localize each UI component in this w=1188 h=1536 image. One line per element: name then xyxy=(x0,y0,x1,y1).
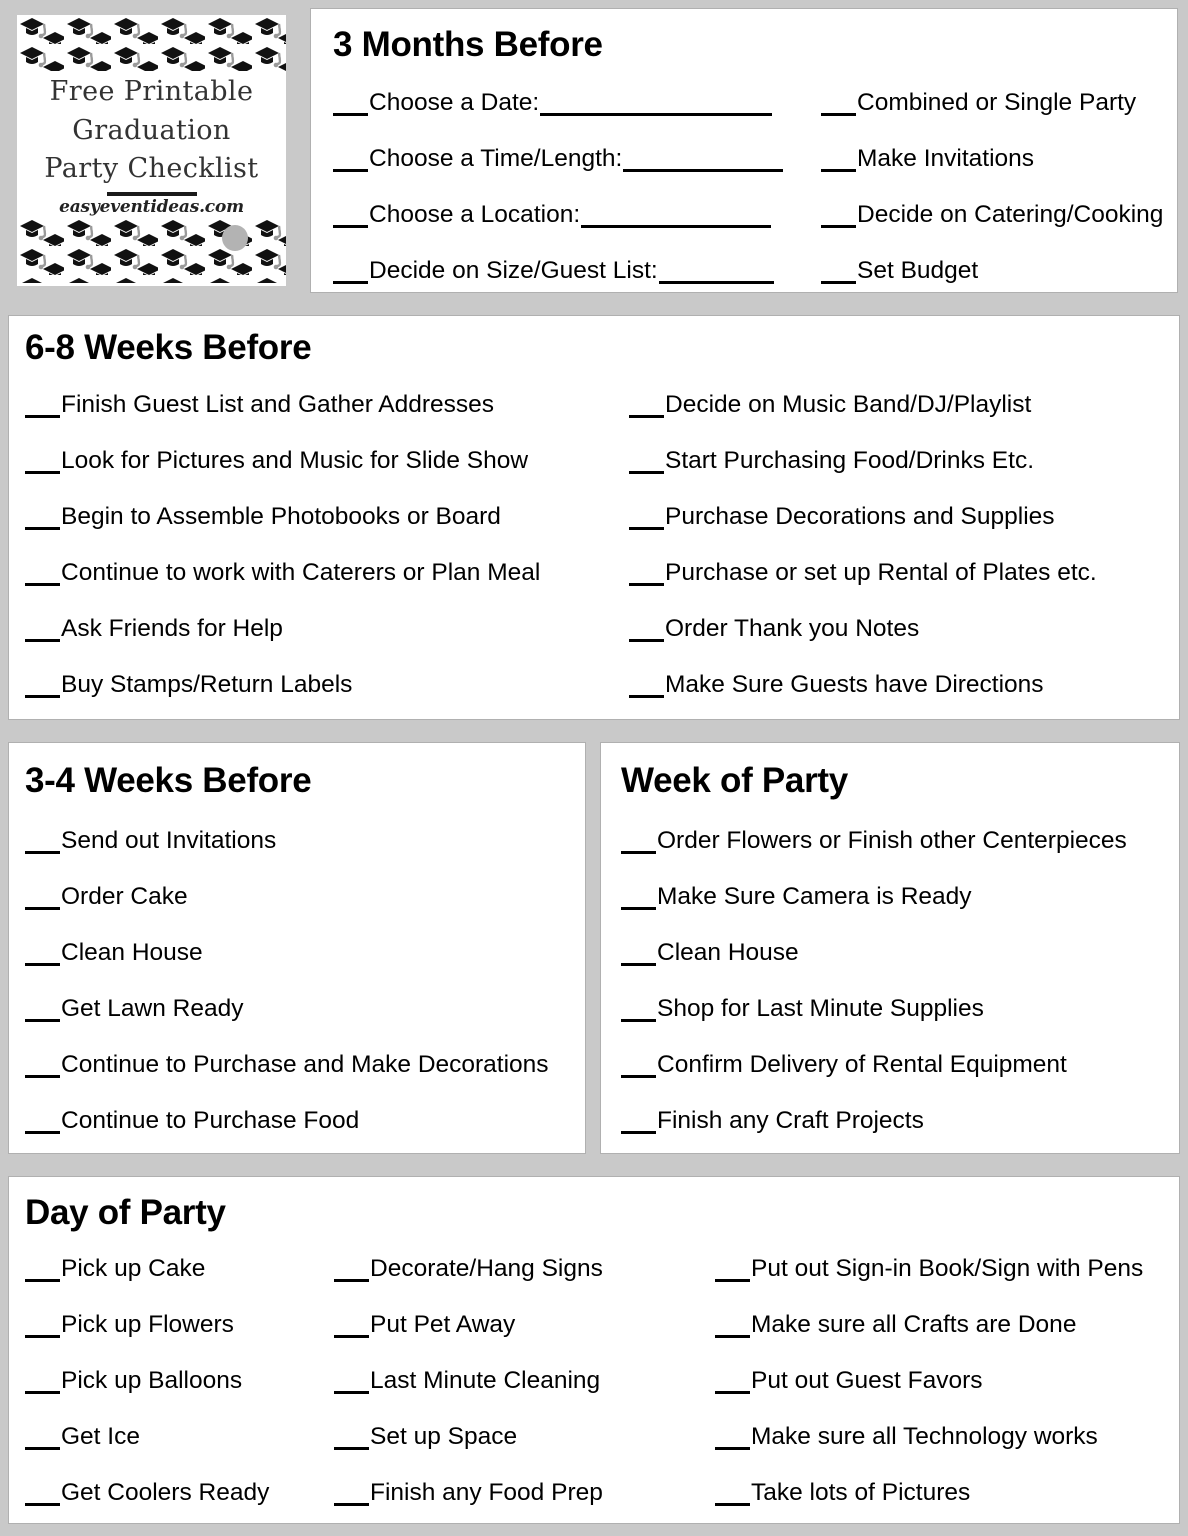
checklist-item[interactable] xyxy=(821,147,1034,172)
checkbox-blank-line[interactable] xyxy=(715,1374,750,1394)
watermark-dot xyxy=(222,225,248,251)
checklist-item[interactable] xyxy=(621,941,799,966)
checklist-item[interactable] xyxy=(333,91,772,116)
checklist-item-label: Purchase Decorations and Supplies xyxy=(665,503,1055,530)
checklist-item[interactable] xyxy=(629,561,1097,586)
checklist-item-label: Get Ice xyxy=(61,1423,140,1450)
checkbox-blank-line[interactable] xyxy=(621,1058,656,1078)
checkbox-blank-line[interactable] xyxy=(715,1486,750,1506)
checklist-item-label: Put Pet Away xyxy=(370,1311,516,1338)
checklist-item-label: Confirm Delivery of Rental Equipment xyxy=(657,1051,1067,1078)
checkbox-blank-line[interactable] xyxy=(334,1374,369,1394)
checklist-item[interactable] xyxy=(715,1369,983,1394)
checklist-item-label: Continue to Purchase and Make Decorations xyxy=(61,1051,549,1078)
checklist-item-label: Put out Sign-in Book/Sign with Pens xyxy=(751,1255,1144,1282)
checkbox-blank-line[interactable] xyxy=(621,1002,656,1022)
checkbox-blank-line[interactable] xyxy=(334,1430,369,1450)
checkbox-blank-line[interactable] xyxy=(25,622,60,642)
checklist-item-label: Start Purchasing Food/Drinks Etc. xyxy=(665,447,1035,474)
checkbox-blank-line[interactable] xyxy=(25,1318,60,1338)
checklist-item-label: Pick up Cake xyxy=(61,1255,206,1282)
checklist-item-label: Get Lawn Ready xyxy=(61,995,244,1022)
checklist-item-label: Begin to Assemble Photobooks or Board xyxy=(61,503,501,530)
write-in-blank-line[interactable] xyxy=(540,96,772,116)
section-title: 3-4 Weeks Before xyxy=(25,761,312,800)
checklist-item[interactable] xyxy=(334,1313,515,1338)
checkbox-blank-line[interactable] xyxy=(333,152,368,172)
checkbox-blank-line[interactable] xyxy=(629,454,664,474)
checklist-item-label: Finish any Food Prep xyxy=(370,1479,603,1506)
checklist-item-label: Clean House xyxy=(657,939,799,966)
logo-panel xyxy=(10,8,293,293)
checklist-item[interactable] xyxy=(25,1425,140,1450)
graduation-cap-pattern-icon-bottom xyxy=(17,217,286,283)
checklist-item[interactable] xyxy=(25,449,528,474)
checklist-item[interactable] xyxy=(715,1481,970,1506)
checklist-item[interactable] xyxy=(333,203,771,228)
checklist-item[interactable] xyxy=(333,259,774,284)
checklist-item-label: Decorate/Hang Signs xyxy=(370,1255,603,1282)
checkbox-blank-line[interactable] xyxy=(333,264,368,284)
checklist-item[interactable] xyxy=(821,91,1136,116)
checklist-item[interactable] xyxy=(25,1257,205,1282)
checklist-item-label: Make Sure Camera is Ready xyxy=(657,883,972,910)
checkbox-blank-line[interactable] xyxy=(25,1374,60,1394)
checklist-item[interactable] xyxy=(25,1109,359,1134)
checkbox-blank-line[interactable] xyxy=(25,1262,60,1282)
checklist-item[interactable] xyxy=(629,617,919,642)
checklist-item-label: Purchase or set up Rental of Plates etc. xyxy=(665,559,1097,586)
checkbox-blank-line[interactable] xyxy=(821,208,856,228)
section-title: Week of Party xyxy=(621,761,848,800)
checkbox-blank-line[interactable] xyxy=(621,834,656,854)
checklist-item-label: Last Minute Cleaning xyxy=(370,1367,601,1394)
checklist-item[interactable] xyxy=(621,885,972,910)
checklist-item-label: Decide on Size/Guest List: xyxy=(369,257,658,284)
checklist-item[interactable] xyxy=(715,1425,1098,1450)
checklist-item[interactable] xyxy=(25,393,494,418)
checklist-item-label: Decide on Music Band/DJ/Playlist xyxy=(665,391,1032,418)
checklist-item-label: Set Budget xyxy=(857,257,979,284)
section-title: 3 Months Before xyxy=(333,25,603,64)
checklist-item-label: Make sure all Crafts are Done xyxy=(751,1311,1077,1338)
checkbox-blank-line[interactable] xyxy=(629,510,664,530)
checkbox-blank-line[interactable] xyxy=(715,1430,750,1450)
logo-website-url: easyeventideas.com xyxy=(59,196,244,217)
checklist-item-label: Make sure all Technology works xyxy=(751,1423,1098,1450)
checkbox-blank-line[interactable] xyxy=(629,622,664,642)
checklist-item[interactable] xyxy=(821,203,1163,228)
checkbox-blank-line[interactable] xyxy=(621,946,656,966)
checkbox-blank-line[interactable] xyxy=(629,398,664,418)
logo-title-block xyxy=(17,71,286,217)
checkbox-blank-line[interactable] xyxy=(25,1002,60,1022)
checklist-item[interactable] xyxy=(821,259,978,284)
checklist-item[interactable] xyxy=(629,449,1034,474)
checklist-item-label: Order Cake xyxy=(61,883,188,910)
section-six-eight-weeks-before xyxy=(8,315,1180,720)
checklist-item[interactable] xyxy=(25,1053,549,1078)
checklist-item-label: Take lots of Pictures xyxy=(751,1479,971,1506)
checkbox-blank-line[interactable] xyxy=(25,1114,60,1134)
checklist-item[interactable] xyxy=(25,885,188,910)
write-in-blank-line[interactable] xyxy=(659,264,774,284)
checklist-item-label: Make Sure Guests have Directions xyxy=(665,671,1044,698)
checkbox-blank-line[interactable] xyxy=(25,1486,60,1506)
checklist-item[interactable] xyxy=(621,1053,1067,1078)
checklist-item[interactable] xyxy=(25,1481,269,1506)
checklist-item[interactable] xyxy=(25,829,276,854)
checkbox-blank-line[interactable] xyxy=(25,1430,60,1450)
checklist-item-label: Put out Guest Favors xyxy=(751,1367,983,1394)
checklist-item[interactable] xyxy=(334,1481,603,1506)
checklist-item-label: Finish Guest List and Gather Addresses xyxy=(61,391,495,418)
logo-line-1: Free Printable xyxy=(49,76,254,107)
checklist-item-label: Finish any Craft Projects xyxy=(657,1107,924,1134)
checkbox-blank-line[interactable] xyxy=(25,566,60,586)
checklist-item[interactable] xyxy=(629,393,1031,418)
checklist-item[interactable] xyxy=(621,997,984,1022)
checklist-item-label: Set up Space xyxy=(370,1423,518,1450)
checklist-item-label: Order Flowers or Finish other Centerpieces xyxy=(657,827,1127,854)
checklist-item-label: Look for Pictures and Music for Slide Show xyxy=(61,447,529,474)
checklist-item-label: Send out Invitations xyxy=(61,827,277,854)
checkbox-blank-line[interactable] xyxy=(334,1318,369,1338)
checklist-item[interactable] xyxy=(629,673,1044,698)
section-three-four-weeks-before xyxy=(8,742,586,1154)
checklist-item[interactable] xyxy=(25,561,540,586)
checklist-item[interactable] xyxy=(629,505,1055,530)
checkbox-blank-line[interactable] xyxy=(333,96,368,116)
logo-line-3: Party Checklist xyxy=(44,153,259,185)
write-in-blank-line[interactable] xyxy=(623,152,783,172)
checklist-item[interactable] xyxy=(25,673,352,698)
checkbox-blank-line[interactable] xyxy=(25,678,60,698)
checklist-item[interactable] xyxy=(334,1257,603,1282)
checklist-item[interactable] xyxy=(25,941,203,966)
checkbox-blank-line[interactable] xyxy=(25,1058,60,1078)
checklist-item-label: Get Coolers Ready xyxy=(61,1479,270,1506)
checklist-item-label: Continue to work with Caterers or Plan Meal xyxy=(61,559,541,586)
checkbox-blank-line[interactable] xyxy=(621,890,656,910)
section-title: Day of Party xyxy=(25,1193,226,1232)
checklist-item-label: Make Invitations xyxy=(857,145,1035,172)
checklist-item[interactable] xyxy=(621,829,1127,854)
checklist-item-label: Choose a Location: xyxy=(369,201,581,228)
checkbox-blank-line[interactable] xyxy=(25,946,60,966)
graduation-cap-pattern-icon xyxy=(17,15,286,71)
logo-line-2: Graduation xyxy=(72,114,231,146)
checkbox-blank-line[interactable] xyxy=(25,398,60,418)
checkbox-blank-line[interactable] xyxy=(25,834,60,854)
checklist-item[interactable] xyxy=(715,1313,1076,1338)
checkbox-blank-line[interactable] xyxy=(621,1114,656,1134)
checklist-item-label: Pick up Flowers xyxy=(61,1311,234,1338)
checklist-item[interactable] xyxy=(25,1369,242,1394)
checklist-item[interactable] xyxy=(715,1257,1143,1282)
checklist-item[interactable] xyxy=(334,1425,517,1450)
section-day-of-party xyxy=(8,1176,1180,1524)
write-in-blank-line[interactable] xyxy=(581,208,771,228)
checkbox-blank-line[interactable] xyxy=(821,96,856,116)
checklist-item[interactable] xyxy=(25,997,244,1022)
checklist-item[interactable] xyxy=(25,1313,234,1338)
checkbox-blank-line[interactable] xyxy=(629,678,664,698)
section-three-months-before xyxy=(310,8,1178,293)
checkbox-blank-line[interactable] xyxy=(25,890,60,910)
checklist-item-label: Choose a Time/Length: xyxy=(369,145,623,172)
checkbox-blank-line[interactable] xyxy=(25,510,60,530)
checklist-item-label: Continue to Purchase Food xyxy=(61,1107,360,1134)
checklist-item-label: Combined or Single Party xyxy=(857,89,1137,116)
checklist-item-label: Choose a Date: xyxy=(369,89,540,116)
checkbox-blank-line[interactable] xyxy=(821,264,856,284)
checkbox-blank-line[interactable] xyxy=(334,1262,369,1282)
checkbox-blank-line[interactable] xyxy=(715,1262,750,1282)
checklist-item-label: Clean House xyxy=(61,939,203,966)
checklist-item[interactable] xyxy=(25,617,283,642)
checklist-item[interactable] xyxy=(25,505,501,530)
checkbox-blank-line[interactable] xyxy=(821,152,856,172)
checklist-item[interactable] xyxy=(334,1369,600,1394)
section-week-of-party xyxy=(600,742,1180,1154)
logo-divider xyxy=(107,192,197,196)
checklist-item-label: Pick up Balloons xyxy=(61,1367,243,1394)
checklist-item-label: Shop for Last Minute Supplies xyxy=(657,995,984,1022)
checklist-item-label: Ask Friends for Help xyxy=(61,615,283,642)
checklist-item[interactable] xyxy=(333,147,783,172)
checkbox-blank-line[interactable] xyxy=(25,454,60,474)
section-title: 6-8 Weeks Before xyxy=(25,328,312,367)
checklist-item-label: Decide on Catering/Cooking xyxy=(857,201,1164,228)
checklist-item[interactable] xyxy=(621,1109,924,1134)
checkbox-blank-line[interactable] xyxy=(334,1486,369,1506)
checklist-item-label: Order Thank you Notes xyxy=(665,615,920,642)
checkbox-blank-line[interactable] xyxy=(715,1318,750,1338)
checklist-item-label: Buy Stamps/Return Labels xyxy=(61,671,353,698)
checkbox-blank-line[interactable] xyxy=(629,566,664,586)
checkbox-blank-line[interactable] xyxy=(333,208,368,228)
